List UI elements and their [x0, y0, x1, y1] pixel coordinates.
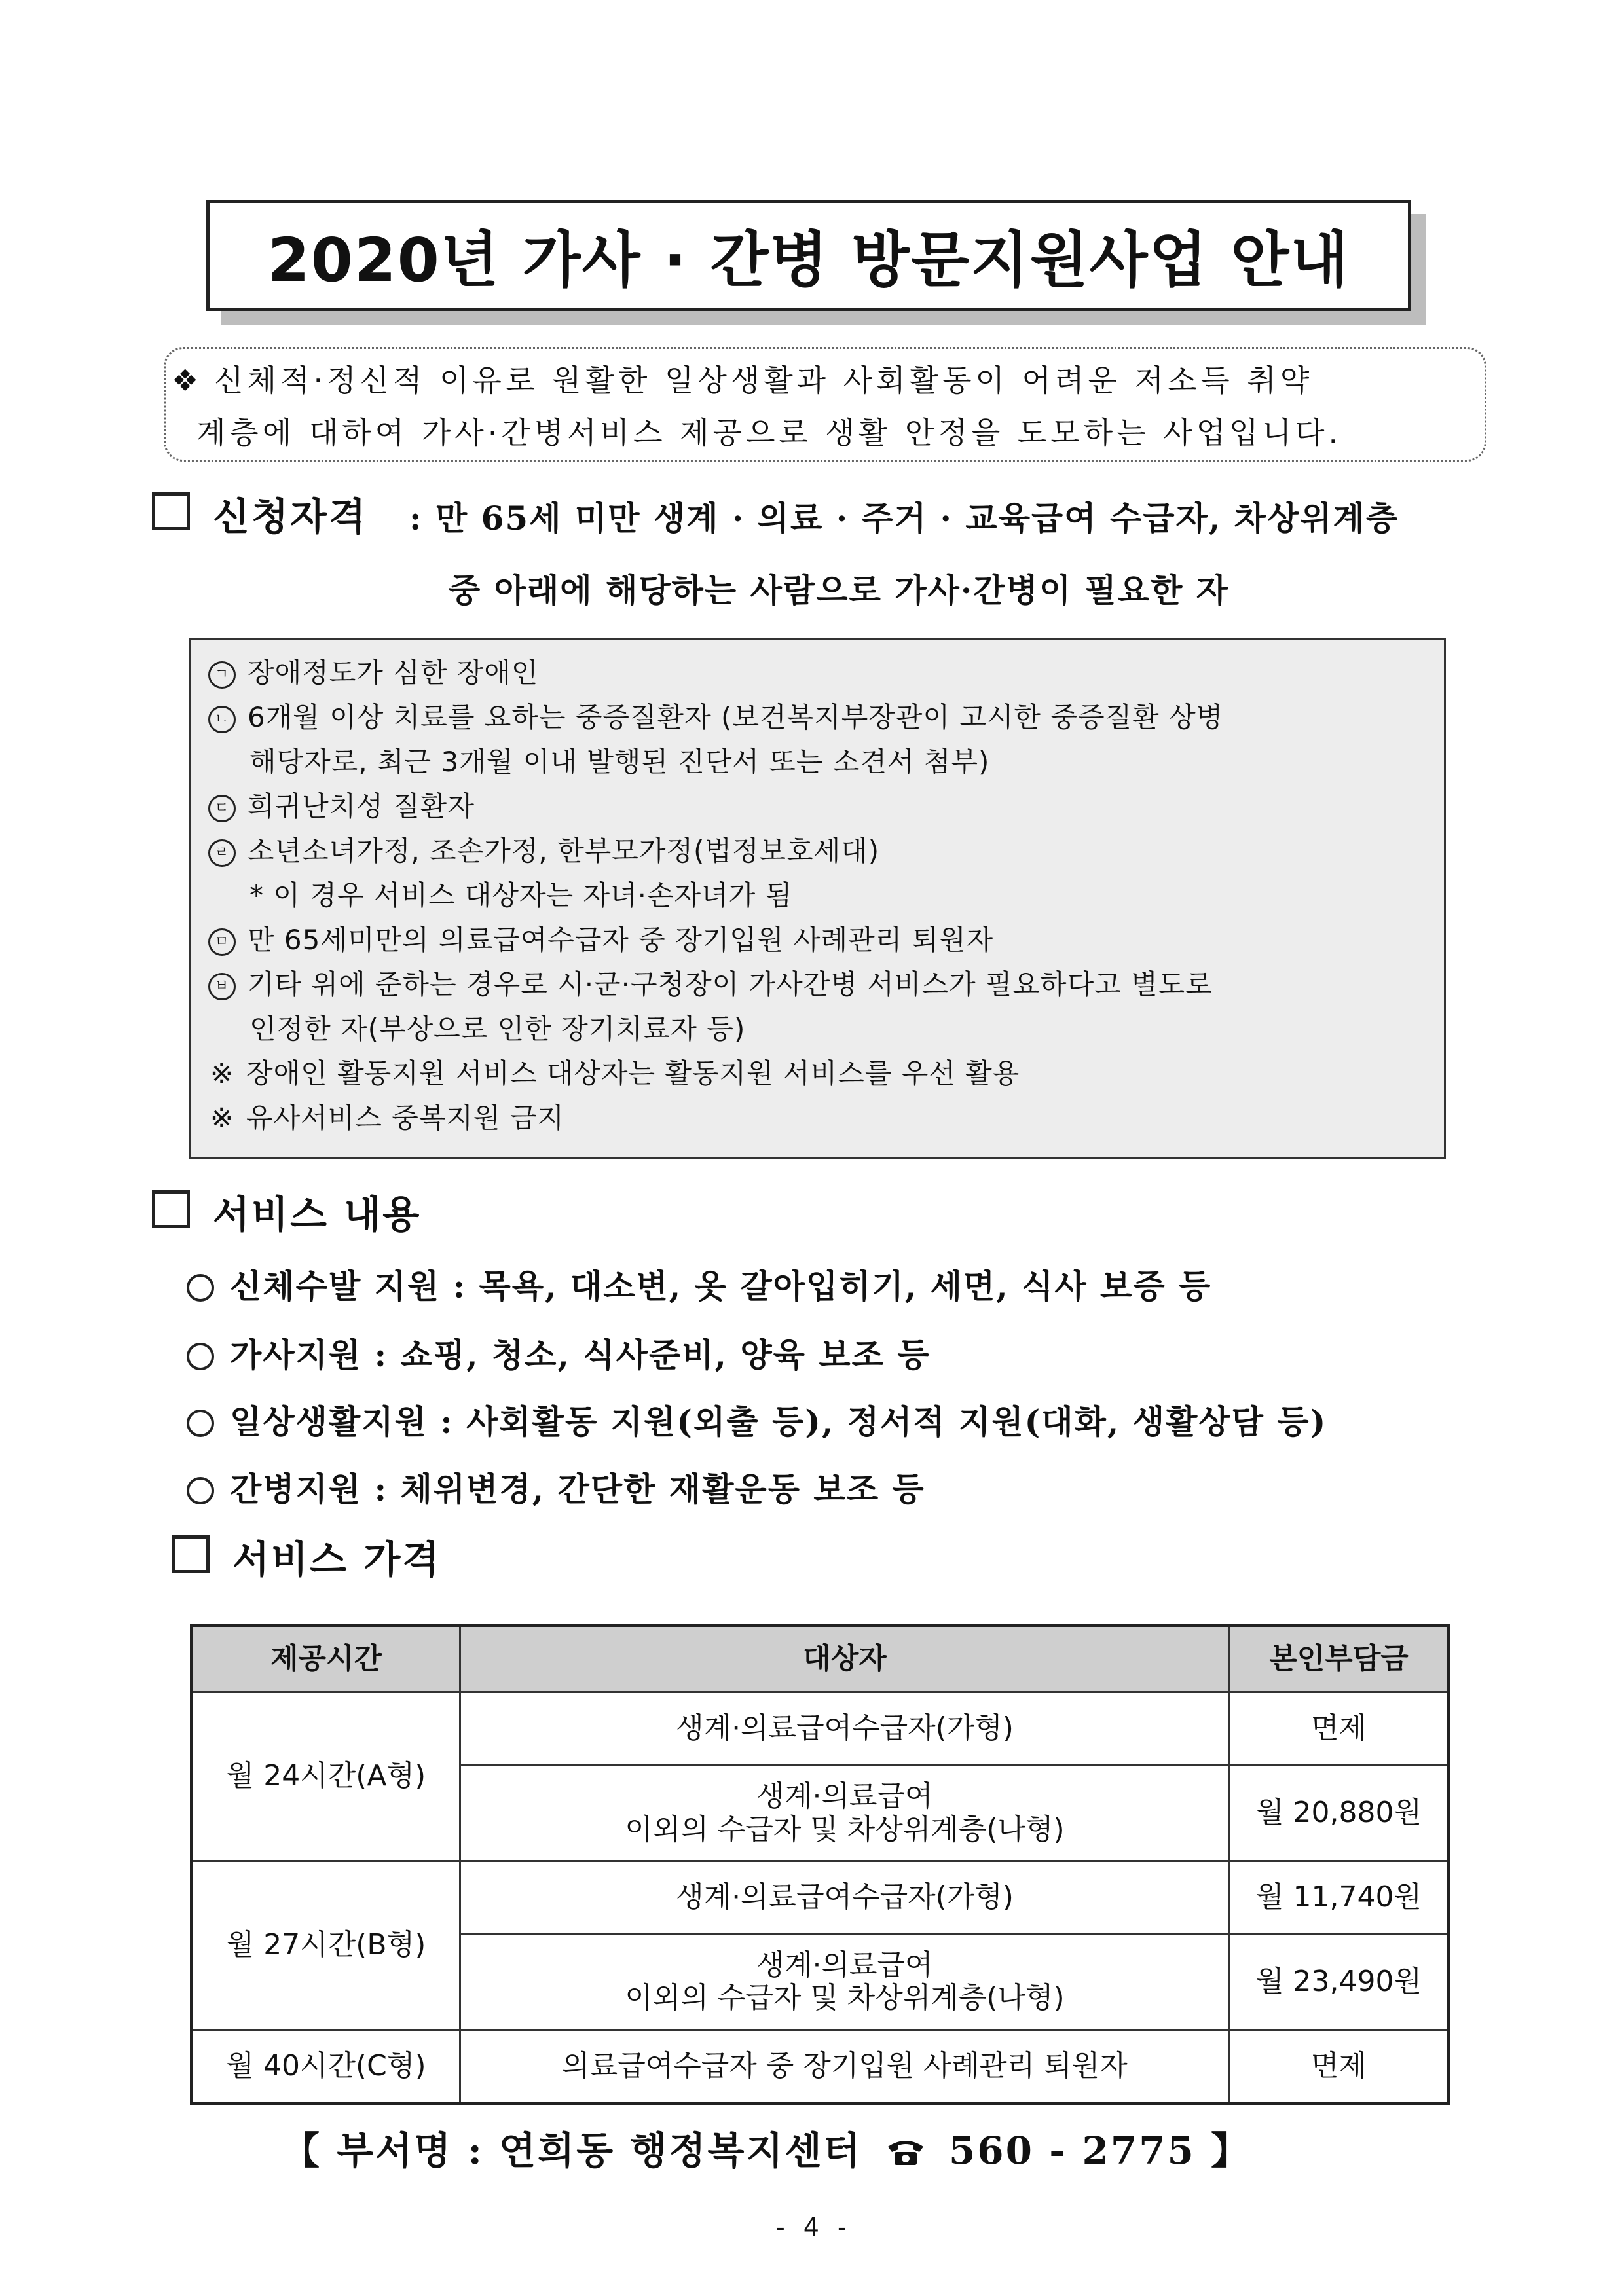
cost-cell: 월 20,880원 [1230, 1766, 1449, 1861]
cost-cell: 면제 [1230, 2030, 1449, 2103]
eligibility-list [208, 651, 1439, 1141]
marker-d-icon: ㄹ [208, 839, 236, 867]
circle-bullet-icon [187, 1274, 214, 1302]
eligibility-note: ※ 유사서비스 중복지원 금지 [208, 1097, 1439, 1141]
table-row [192, 1692, 1449, 1766]
cost-cell: 월 23,490원 [1230, 1935, 1449, 2030]
qualification-line-2: 중 아래에 해당하는 사람으로 가사·간병이 필요한 자 [449, 571, 1230, 610]
phone-number: 560 - 2775 [948, 2128, 1196, 2173]
eligibility-item: ㄱ 장애정도가 심한 장애인 [208, 651, 1439, 696]
price-heading: 서비스 가격 [232, 1537, 441, 1582]
diamond-bullet-icon: ❖ [172, 363, 203, 398]
price-table [190, 1624, 1450, 2105]
reference-mark-icon: ※ [210, 1057, 234, 1089]
eligibility-item-note: * 이 경우 서비스 대상자는 자녀·손자녀가 됨 [249, 879, 793, 911]
eligibility-item-continued: 인정한 자(부상으로 인한 장기치료자 등) [249, 1013, 746, 1045]
eligibility-item-continued: 해당자로, 최근 3개월 이내 발행된 진단서 또는 소견서 첨부) [249, 746, 990, 778]
service-item: 간병지원 : 체위변경, 간단한 재활운동 보조 등 [187, 1463, 925, 1510]
eligibility-item: ㄹ 소년소녀가정, 조손가정, 한부모가정(법정보호세대) [208, 829, 1439, 874]
title-box [206, 200, 1411, 311]
phone-icon [885, 2131, 926, 2176]
column-header: 대상자 [460, 1626, 1230, 1692]
target-cell: 생계·의료급여 이외의 수급자 및 차상위계층(나형) [460, 1766, 1230, 1861]
cost-cell: 면제 [1230, 1692, 1449, 1766]
services-heading: 서비스 내용 [213, 1192, 422, 1237]
eligibility-note: ※ 장애인 활동지원 서비스 대상자는 활동지원 서비스를 우선 활용 [208, 1052, 1439, 1097]
table-row [192, 2030, 1449, 2103]
eligibility-item: ㅂ 기타 위에 준하는 경우로 시·군·구청장이 가사간병 서비스가 필요하다고 별도로 [208, 963, 1439, 1008]
eligibility-item: ㄷ 희귀난치성 질환자 [208, 785, 1439, 829]
service-item: 일상생활지원 : 사회활동 지원(외출 등), 정서적 지원(대화, 생활상담 등) [187, 1396, 1327, 1443]
department-contact: 【 부서명 : 연희동 행정복지센터 560 - 2775 】 [282, 2120, 1251, 2176]
time-cell: 월 24시간(A형) [192, 1692, 460, 1861]
checkbox-icon [152, 1190, 190, 1228]
cost-cell: 월 11,740원 [1230, 1861, 1449, 1934]
checkbox-icon [172, 1535, 210, 1573]
time-cell: 월 40시간(C형) [192, 2030, 460, 2103]
intro-line-2: 계층에 대하여 가사·간병서비스 제공으로 생활 안정을 도모하는 사업입니다. [196, 415, 1342, 450]
marker-c-icon: ㄷ [208, 795, 236, 822]
checkbox-icon [152, 492, 190, 530]
time-cell: 월 27시간(B형) [192, 1861, 460, 2030]
department-label: 부서명 : 연희동 행정복지센터 [337, 2128, 862, 2173]
marker-b-icon: ㄴ [208, 706, 236, 733]
table-row [192, 1861, 1449, 1934]
target-cell: 생계·의료급여수급자(가형) [460, 1692, 1230, 1766]
circle-bullet-icon [187, 1477, 214, 1504]
reference-mark-icon: ※ [210, 1102, 234, 1134]
marker-e-icon: ㅁ [208, 928, 236, 956]
eligibility-item: ㅁ 만 65세미만의 의료급여수급자 중 장기입원 사례관리 퇴원자 [208, 919, 1439, 963]
marker-a-icon: ㄱ [208, 661, 236, 689]
table-header-row [192, 1626, 1449, 1692]
target-cell: 의료급여수급자 중 장기입원 사례관리 퇴원자 [460, 2030, 1230, 2103]
qualification-line-1: : 만 65세 미만 생계 · 의료 · 주거 · 교육급여 수급자, 차상위계층 [409, 499, 1399, 538]
marker-f-icon: ㅂ [208, 973, 236, 1000]
column-header: 본인부담금 [1230, 1626, 1449, 1692]
intro-line-1: ❖ 신체적·정신적 이유로 원활한 일상생활과 사회활동이 어려운 저소득 취약 [172, 363, 1314, 398]
target-cell: 생계·의료급여 이외의 수급자 및 차상위계층(나형) [460, 1935, 1230, 2030]
eligibility-item: ㄴ 6개월 이상 치료를 요하는 중증질환자 (보건복지부장관이 고시한 중증질환 상병 [208, 696, 1439, 740]
service-item: 신체수발 지원 : 목욕, 대소변, 옷 갈아입히기, 세면, 식사 보증 등 [187, 1260, 1211, 1307]
page-title: 2020년 가사 · 간병 방문지원사업 안내 [267, 225, 1350, 295]
column-header: 제공시간 [192, 1626, 460, 1692]
service-item: 가사지원 : 쇼핑, 청소, 식사준비, 양육 보조 등 [187, 1329, 931, 1376]
circle-bullet-icon [187, 1410, 214, 1437]
page-number: - 4 - [776, 2213, 852, 2242]
qualification-heading: 신청자격 [213, 494, 368, 539]
target-cell: 생계·의료급여수급자(가형) [460, 1861, 1230, 1934]
circle-bullet-icon [187, 1343, 214, 1370]
